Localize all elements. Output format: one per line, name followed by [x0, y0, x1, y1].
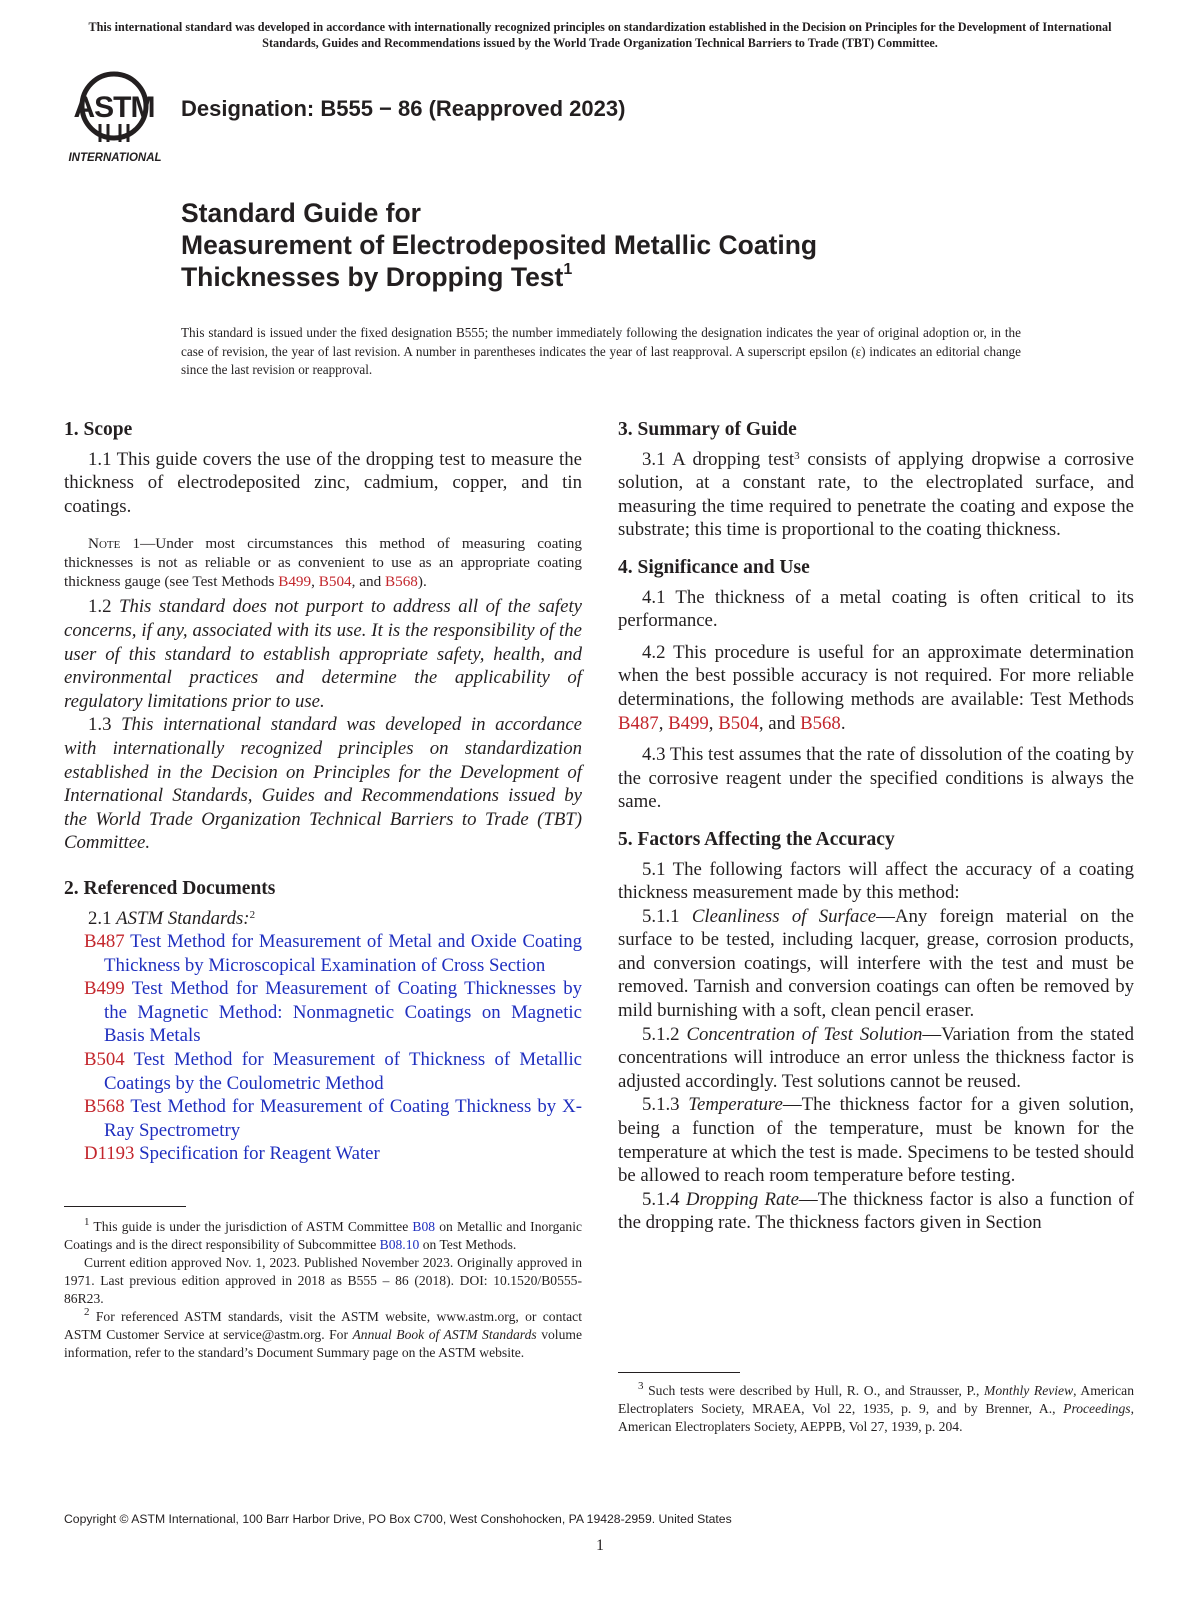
top-notice: This international standard was developed in accordance with internationally recognized principles on standardization established in the Decision on Principles for the Development of International Standards, Guides and Recommendations issued by the World Trade Organization Technical Barriers to Trade (TBT) Committee.: [88, 20, 1112, 50]
link-b504[interactable]: B504: [718, 712, 759, 734]
reference-b487[interactable]: B487 Test Method for Measurement of Metal and Oxide Coating Thickness by Microscopical Examination of Cross Section: [84, 931, 582, 976]
para-4-1: 4.1 The thickness of a metal coating is often critical to its performance.: [618, 586, 1134, 632]
astm-logo: [62, 70, 168, 166]
reference-b499[interactable]: B499 Test Method for Measurement of Coating Thicknesses by the Magnetic Method: Nonmagnetic Coatings on Magnetic Basis Metals: [84, 978, 582, 1047]
link-b568[interactable]: B568: [800, 712, 841, 734]
title-line-2: Measurement of Electrodeposited Metallic Coating: [181, 230, 818, 260]
para-1-3: 1.3 This international standard was developed in accordance with internationally recognized principles on standardization established in the Decision on Principles for the Development of International Standards, Guides and Recommendations issued by the World Trade Organization Technical Barriers to Trade (TBT) Committee.: [64, 714, 583, 854]
svg-text:ASTM: ASTM: [73, 91, 155, 124]
footnote-2: $^2$ For referenced ASTM standards, visit the ASTM website, www.astm.org, or contact ASTM Customer Service at service@astm.org. For Annual Book of ASTM Standards volume information, refer to the standard’s Document Summary page on the ASTM website.: [64, 1306, 582, 1360]
page-number: 1: [596, 1537, 604, 1554]
link-b568[interactable]: B568: [384, 573, 418, 591]
link-b487[interactable]: B487: [618, 712, 659, 734]
footnote-rule-left: [64, 1206, 186, 1207]
para-3-1: 3.1 A dropping test$^3$ consists of applying dropwise a corrosive solution, at a constant rate, to the electroplated surface, and measuring the time required to penetrate the coating and expose the substrate; this time is proportional to the coating thickness.: [618, 448, 1135, 541]
link-b499[interactable]: B499: [668, 712, 709, 734]
section-heading-factors: 5. Factors Affecting the Accuracy: [618, 828, 895, 850]
reference-d1193[interactable]: D1193 Specification for Reagent Water: [84, 1143, 380, 1165]
svg-text:INTERNATIONAL: INTERNATIONAL: [68, 152, 162, 164]
copyright-line: Copyright © ASTM International, 100 Barr Harbor Drive, PO Box C700, West Conshohocken, PA 19428-2959. United States: [64, 1512, 732, 1526]
left-column: [64, 418, 582, 1166]
footnote-1: $^1$ This guide is under the jurisdiction of ASTM Committee B08 on Metallic and Inorganic Coatings and is the direct responsibility of Subcommittee B08.10 on Test Methods.: [64, 1216, 583, 1252]
link-b504[interactable]: B504: [318, 573, 352, 591]
section-heading-significance: 4. Significance and Use: [618, 556, 810, 578]
para-5-1-4: 5.1.4 Dropping Rate—The thickness factor is also a function of the dropping rate. The thickness factors given in Section: [618, 1188, 1134, 1234]
section-heading-summary: 3. Summary of Guide: [618, 419, 797, 440]
document-title: [181, 197, 817, 293]
para-1-2: 1.2 This standard does not purport to address all of the safety concerns, if any, associated with its use. It is the responsibility of the user of this standard to establish appropriate safety, health, and environmental practices and determine the applicability of regulatory limitations prior to use.: [64, 596, 583, 712]
right-column: [618, 418, 1134, 1235]
footnote-right: [618, 1382, 1134, 1436]
para-5-1-2: 5.1.2 Concentration of Test Solution—Variation from the stated concentrations will introduce an error unless the thickness factor is adjusted accordingly. Test solutions cannot be reused.: [618, 1023, 1134, 1092]
section-heading-referenced-documents: 2. Referenced Documents: [64, 877, 276, 899]
reference-b504[interactable]: B504 Test Method for Measurement of Thickness of Metallic Coatings by the Coulometric Method: [84, 1049, 582, 1094]
title-line-3: Thicknesses by Dropping Test$^1$: [181, 261, 573, 292]
designation: Designation: B555 − 86 (Reapproved 2023): [181, 96, 626, 121]
section-heading-scope: 1. Scope: [64, 419, 133, 440]
link-b08-10[interactable]: B08.10: [379, 1237, 420, 1252]
reference-list: [64, 930, 582, 1166]
footnote-1-edition: Current edition approved Nov. 1, 2023. Published November 2023. Originally approved in 1971. Last previous edition approved in 2018 as B555 – 86 (2018). DOI: 10.1520/B0555-86R23.: [64, 1255, 582, 1306]
footnotes-left: [64, 1218, 582, 1362]
issuance-statement: This standard is issued under the fixed designation B555; the number immediately following the designation indicates the year of original adoption or, in the case of revision, the year of last revision. A number in parentheses indicates the year of last reapproval. A superscript epsilon (ε) indicates an editorial change since the last revision or reapproval.: [181, 325, 1021, 377]
link-b499[interactable]: B499: [278, 573, 312, 591]
link-b08[interactable]: B08: [412, 1219, 436, 1234]
para-5-1-3: 5.1.3 Temperature—The thickness factor for a given solution, being a function of the temperature, must be known for the temperature at which the test is made. Specimens to be tested should be allowed to reach room temperature before testing.: [618, 1094, 1134, 1187]
note-1: Note 1—Under most circumstances this method of measuring coating thicknesses is not as reliable or as convenient to use as an appropriate coating thickness gauge (see Test Methods B499, B504, and B568).: [64, 535, 582, 591]
footnote-rule-right: [618, 1372, 740, 1373]
para-4-3: 4.3 This test assumes that the rate of dissolution of the coating by the corrosive reagent under the specified conditions is always the same.: [618, 744, 1134, 813]
footnote-3: $^3$ Such tests were described by Hull, R. O., and Strausser, P., Monthly Review, American Electroplaters Society, MRAEA, Vol 22, 1935, p. 9, and by Brenner, A., Proceedings, American Electroplaters Society, AEPPB, Vol 27, 1939, p. 204.: [618, 1380, 1134, 1434]
para-5-1-1: 5.1.1 Cleanliness of Surface—Any foreign material on the surface to be tested, including lacquer, grease, corrosion products, and conversion coatings, will interfere with the test and must be removed. Tarnish and conversion coatings can often be removed by mild burnishing with a soft, clean pencil eraser.: [618, 905, 1134, 1022]
para-5-1: 5.1 The following factors will affect the accuracy of a coating thickness measurement made by this method:: [618, 858, 1134, 904]
title-line-1: Standard Guide for: [181, 198, 421, 228]
para-1-1: 1.1 This guide covers the use of the dropping test to measure the thickness of electrodeposited zinc, cadmium, copper, and tin coatings.: [64, 448, 582, 517]
reference-b568[interactable]: B568 Test Method for Measurement of Coating Thickness by X-Ray Spectrometry: [84, 1096, 582, 1141]
para-4-2: 4.2 This procedure is useful for an approximate determination when the best possible accuracy is not required. For more reliable determinations, the following methods are available: Test Methods B487, B499, B504, and B568.: [618, 641, 1134, 734]
para-2-1: 2.1 ASTM Standards:$^2$: [88, 907, 256, 929]
